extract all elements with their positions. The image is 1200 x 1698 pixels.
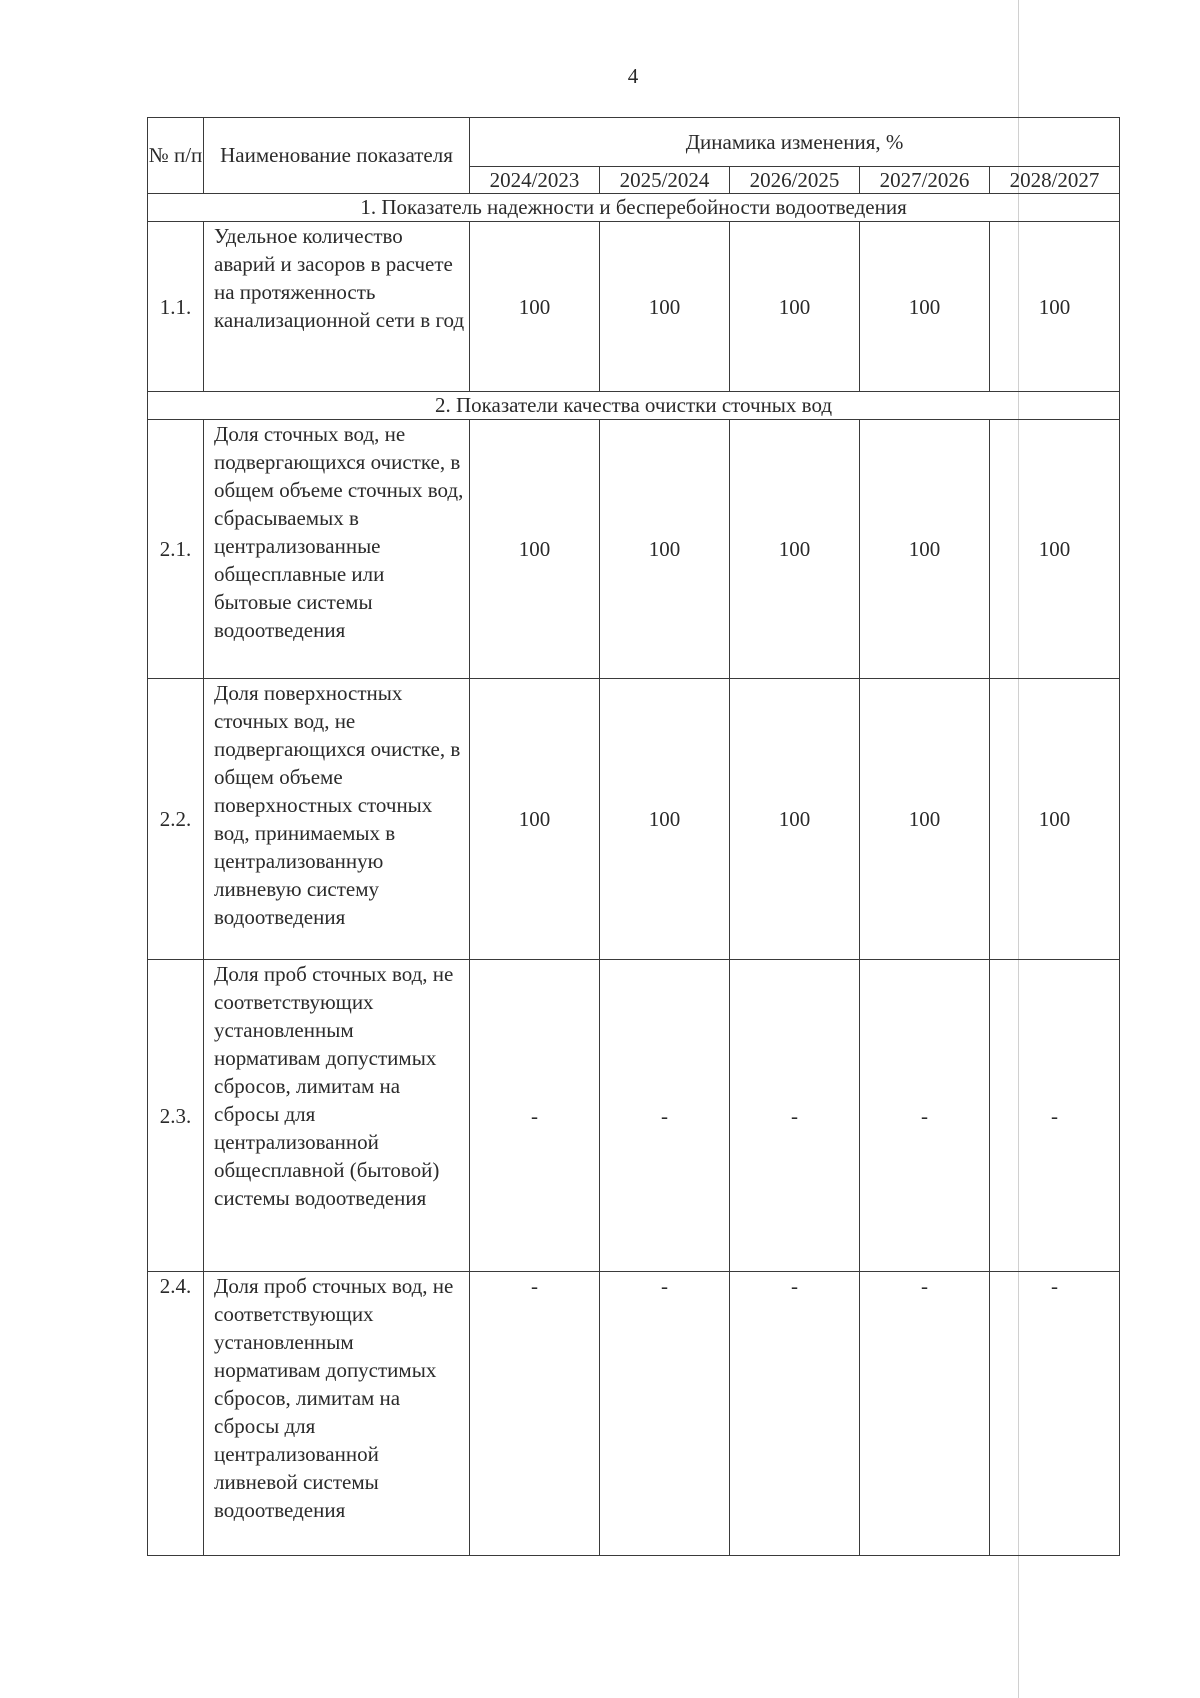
header-year: 2025/2024 xyxy=(600,167,730,194)
table-row xyxy=(148,420,1120,679)
section-title: 1. Показатель надежности и бесперебойности водоотведения xyxy=(148,194,1120,222)
table-row xyxy=(148,222,1120,392)
indicator-value: 100 xyxy=(600,679,730,960)
header-row-1 xyxy=(148,118,1120,167)
indicator-name: Доля сточных вод, не подвергающихся очистке, в общем объеме сточных вод, сбрасываемых в централизованные общесплавные или бытовые системы водоотведения xyxy=(204,420,470,679)
table-row xyxy=(148,679,1120,960)
header-dynamics: Динамика изменения, % xyxy=(470,118,1120,167)
indicator-value: 100 xyxy=(470,222,600,392)
indicator-value: 100 xyxy=(730,420,860,679)
indicator-name: Доля проб сточных вод, не соответствующих установленным нормативам допустимых сбросов, лимитам на сбросы для централизованной общесплавной (бытовой) системы водоотведения xyxy=(204,960,470,1272)
indicator-value: - xyxy=(730,960,860,1272)
indicator-name: Удельное количество аварий и засоров в расчете на протяженность канализационной сети в год xyxy=(204,222,470,392)
indicator-value: - xyxy=(470,1272,600,1556)
indicator-value: 100 xyxy=(860,679,990,960)
indicator-value: 100 xyxy=(990,679,1120,960)
indicator-value: 100 xyxy=(730,679,860,960)
indicator-value: - xyxy=(730,1272,860,1556)
section-row xyxy=(148,194,1120,222)
indicator-value: 100 xyxy=(990,222,1120,392)
row-number: 2.4. xyxy=(148,1272,204,1556)
header-year: 2028/2027 xyxy=(990,167,1120,194)
header-year: 2024/2023 xyxy=(470,167,600,194)
indicator-value: - xyxy=(860,960,990,1272)
indicator-value: - xyxy=(990,960,1120,1272)
row-number: 2.2. xyxy=(148,679,204,960)
page-number: 4 xyxy=(627,64,639,88)
section-title: 2. Показатели качества очистки сточных вод xyxy=(148,392,1120,420)
indicators-table xyxy=(147,117,1120,1556)
table-row xyxy=(148,1272,1120,1556)
row-number: 2.3. xyxy=(148,960,204,1272)
row-number: 1.1. xyxy=(148,222,204,392)
header-name: Наименование показателя xyxy=(204,118,470,194)
indicator-value: 100 xyxy=(860,420,990,679)
indicator-value: 100 xyxy=(600,420,730,679)
indicator-value: - xyxy=(600,960,730,1272)
indicator-value: - xyxy=(470,960,600,1272)
indicator-name: Доля проб сточных вод, не соответствующих установленным нормативам допустимых сбросов, лимитам на сбросы для централизованной ливневой системы водоотведения xyxy=(204,1272,470,1556)
indicator-name: Доля поверхностных сточных вод, не подвергающихся очистке, в общем объеме поверхностных сточных вод, принимаемых в централизованную ливневую систему водоотведения xyxy=(204,679,470,960)
indicator-value: 100 xyxy=(990,420,1120,679)
row-number: 2.1. xyxy=(148,420,204,679)
indicator-value: 100 xyxy=(470,420,600,679)
indicator-value: 100 xyxy=(600,222,730,392)
indicator-value: - xyxy=(600,1272,730,1556)
indicator-value: 100 xyxy=(860,222,990,392)
header-year: 2026/2025 xyxy=(730,167,860,194)
indicator-value: 100 xyxy=(730,222,860,392)
indicator-value: - xyxy=(860,1272,990,1556)
header-year: 2027/2026 xyxy=(860,167,990,194)
indicator-value: 100 xyxy=(470,679,600,960)
header-num: № п/п xyxy=(148,118,204,194)
table-row xyxy=(148,960,1120,1272)
indicator-value: - xyxy=(990,1272,1120,1556)
section-row xyxy=(148,392,1120,420)
